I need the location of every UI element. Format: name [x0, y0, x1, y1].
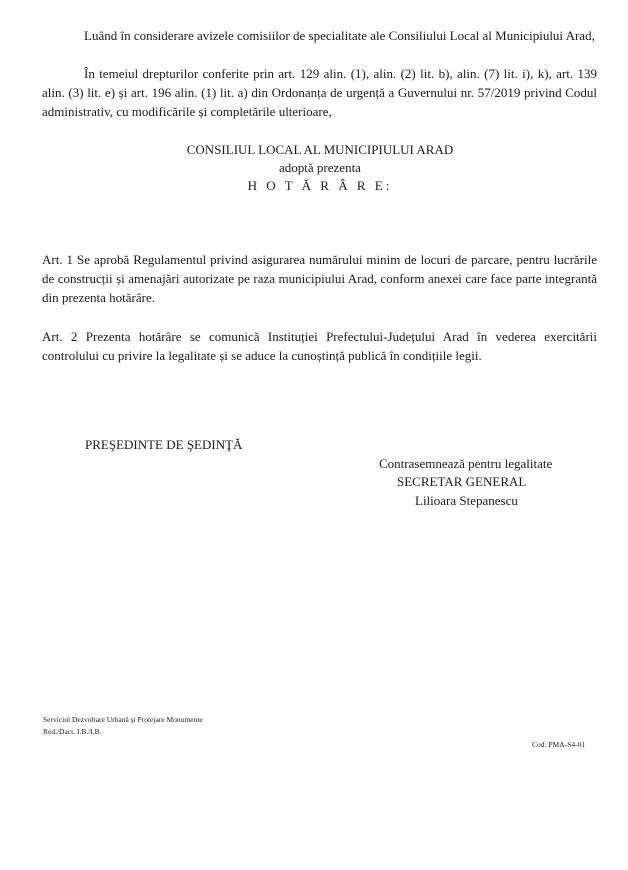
footer-drafted-by: Red./Dact. I.B./I.B. — [43, 727, 102, 736]
secretary-title: SECRETAR GENERAL — [397, 474, 527, 489]
decision-title: H O T Ă R Â R E: — [247, 178, 393, 193]
footer-code: Cod: PMA-S4-01 — [532, 740, 586, 749]
secretary-name: Lilioara Stepanescu — [415, 493, 518, 508]
preamble-opinions: Luând în considerare avizele comisiilor de specialitate ale Consiliului Local al Municipiului Arad, — [84, 28, 595, 43]
adopts-line: adoptă prezenta — [279, 160, 361, 175]
footer-department: Serviciul Dezvoltare Urbană şi Protejare Monumente — [43, 715, 203, 724]
article-2: Art. 2 Prezenta hotărâre se comunică Instituției Prefectului-Județului Arad în vederea exercitării controlului cu privire la legalitate și se aduce la cunoștință publică în condițiile legii. — [42, 329, 597, 363]
countersign-label: Contrasemnează pentru legalitate — [379, 456, 553, 471]
preamble-legal-basis: În temeiul drepturilor conferite prin art. 129 alin. (1), alin. (2) lit. b), alin. (7) lit. i), k), art. 139 alin. (3) lit. e) și art. 196 alin. (1) lit. a) din Ordonanța de urgență a Guvernului nr. 57/2019 privind Codul administrativ, cu modificările și completările ulterioare, — [42, 66, 597, 119]
council-heading: CONSILIUL LOCAL AL MUNICIPIULUI ARAD — [186, 142, 454, 157]
president-signature-label: PREŞEDINTE DE ŞEDINŢĂ — [85, 437, 243, 452]
article-1: Art. 1 Se aprobă Regulamentul privind asigurarea numărului minim de locuri de parcare, pentru lucrările de construcții și amenajări autorizate pe raza municipiului Arad, conform anexei care face parte integrantă din prezenta hotărâre. — [42, 252, 597, 305]
